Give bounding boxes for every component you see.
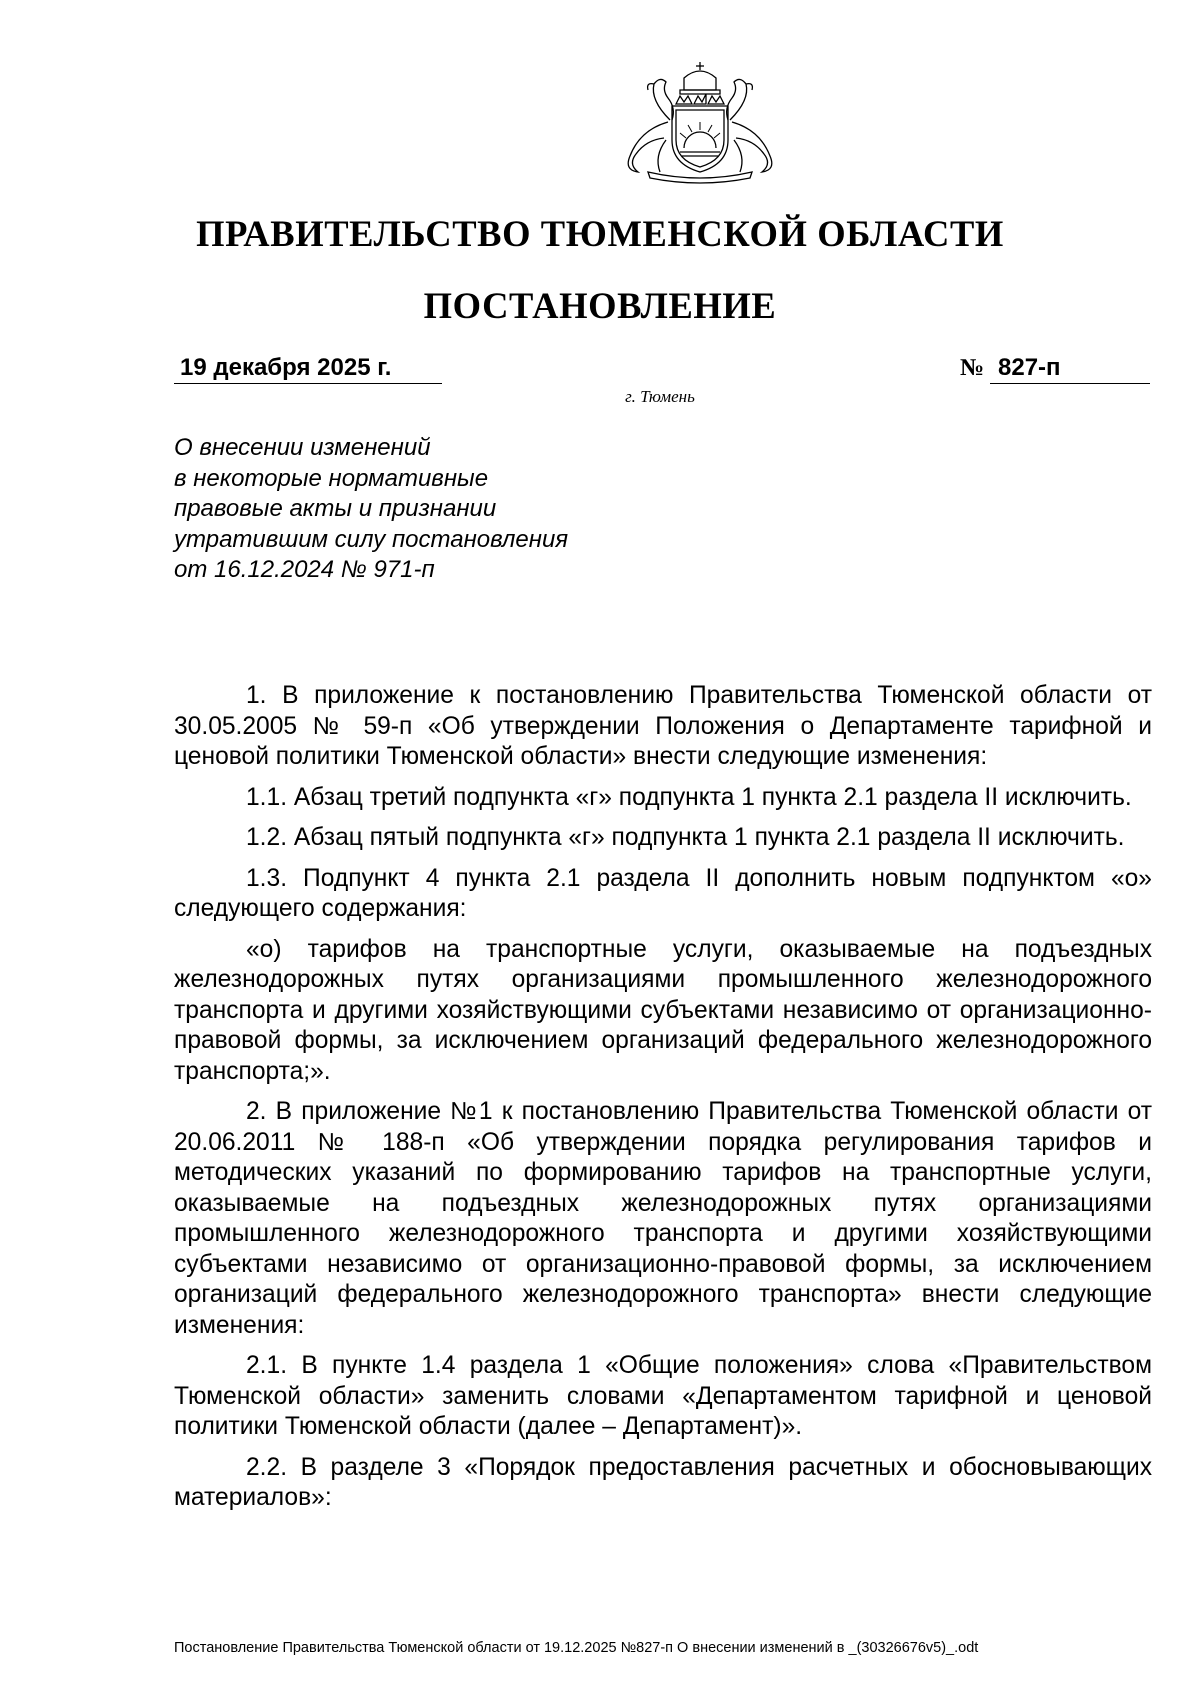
subject-line: правовые акты и признании [174,495,497,522]
body-paragraph: 1.3. Подпункт 4 пункта 2.1 раздела II дополнить новым подпунктом «о» следующего содержания: [174,864,1152,922]
document-body [174,681,1152,1524]
document-number: 827-п [990,354,1150,384]
body-paragraph: 1.2. Абзац пятый подпункта «г» подпункта 1 пункта 2.1 раздела II исключить. [246,824,1125,851]
body-paragraph: 2.2. В разделе 3 «Порядок предоставления расчетных и обосновывающих материалов»: [174,1453,1152,1511]
subject-line: в некоторые нормативные [174,464,489,492]
body-paragraph: 2.1. В пункте 1.4 раздела 1 «Общие положения» слова «Правительством Тюменской области» заменить словами «Департаментом тарифной и ценовой политики Тюменской области (далее – Департамент)». [174,1352,1152,1440]
coat-of-arms-icon [610,60,790,185]
page-footer: Постановление Правительства Тюменской области от 19.12.2025 №827-п О внесении изменений в _(30326676v5)_.odt [174,1640,979,1656]
document-subject [174,433,634,586]
body-paragraph: «о) тарифов на транспортные услуги, оказываемые на подъездных железнодорожных путях организациями промышленного железнодорожного транспорта и другими хозяйствующими субъектами независимо от организационно-правовой формы, за исключением организаций федерального железнодорожного транспорта;». [174,935,1152,1085]
government-title: ПРАВИТЕЛЬСТВО ТЮМЕНСКОЙ ОБЛАСТИ [196,213,1004,254]
document-date: 19 декабря 2025 г. [174,354,442,384]
document-city: г. Тюмень [625,387,695,406]
body-paragraph: 1. В приложение к постановлению Правительства Тюменской области от 30.05.2005 № 59-п «Об утверждении Положения о Департаменте тарифной и ценовой политики Тюменской области» внести следующие изменения: [174,682,1152,770]
subject-line: О внесении изменений [174,434,431,461]
subject-line: от 16.12.2024 № 971-п [174,556,435,583]
number-sign: № [960,355,985,381]
document-type-title: ПОСТАНОВЛЕНИЕ [423,285,777,326]
body-paragraph: 2. В приложение №1 к постановлению Правительства Тюменской области от 20.06.2011 № 188-п «Об утверждении порядка регулирования тарифов и методических указаний по формированию тарифов на транспортные услуги, оказываемые на подъездных железнодорожных путях организациями промышленного железнодорожного транспорта и другими хозяйствующими субъектами независимо от организационно-правовой формы, за исключением организаций федерального железнодорожного транспорта» внести следующие изменения: [174,1098,1152,1339]
subject-line: утратившим силу постановления [174,525,569,553]
body-paragraph: 1.1. Абзац третий подпункта «г» подпункта 1 пункта 2.1 раздела II исключить. [246,783,1132,811]
